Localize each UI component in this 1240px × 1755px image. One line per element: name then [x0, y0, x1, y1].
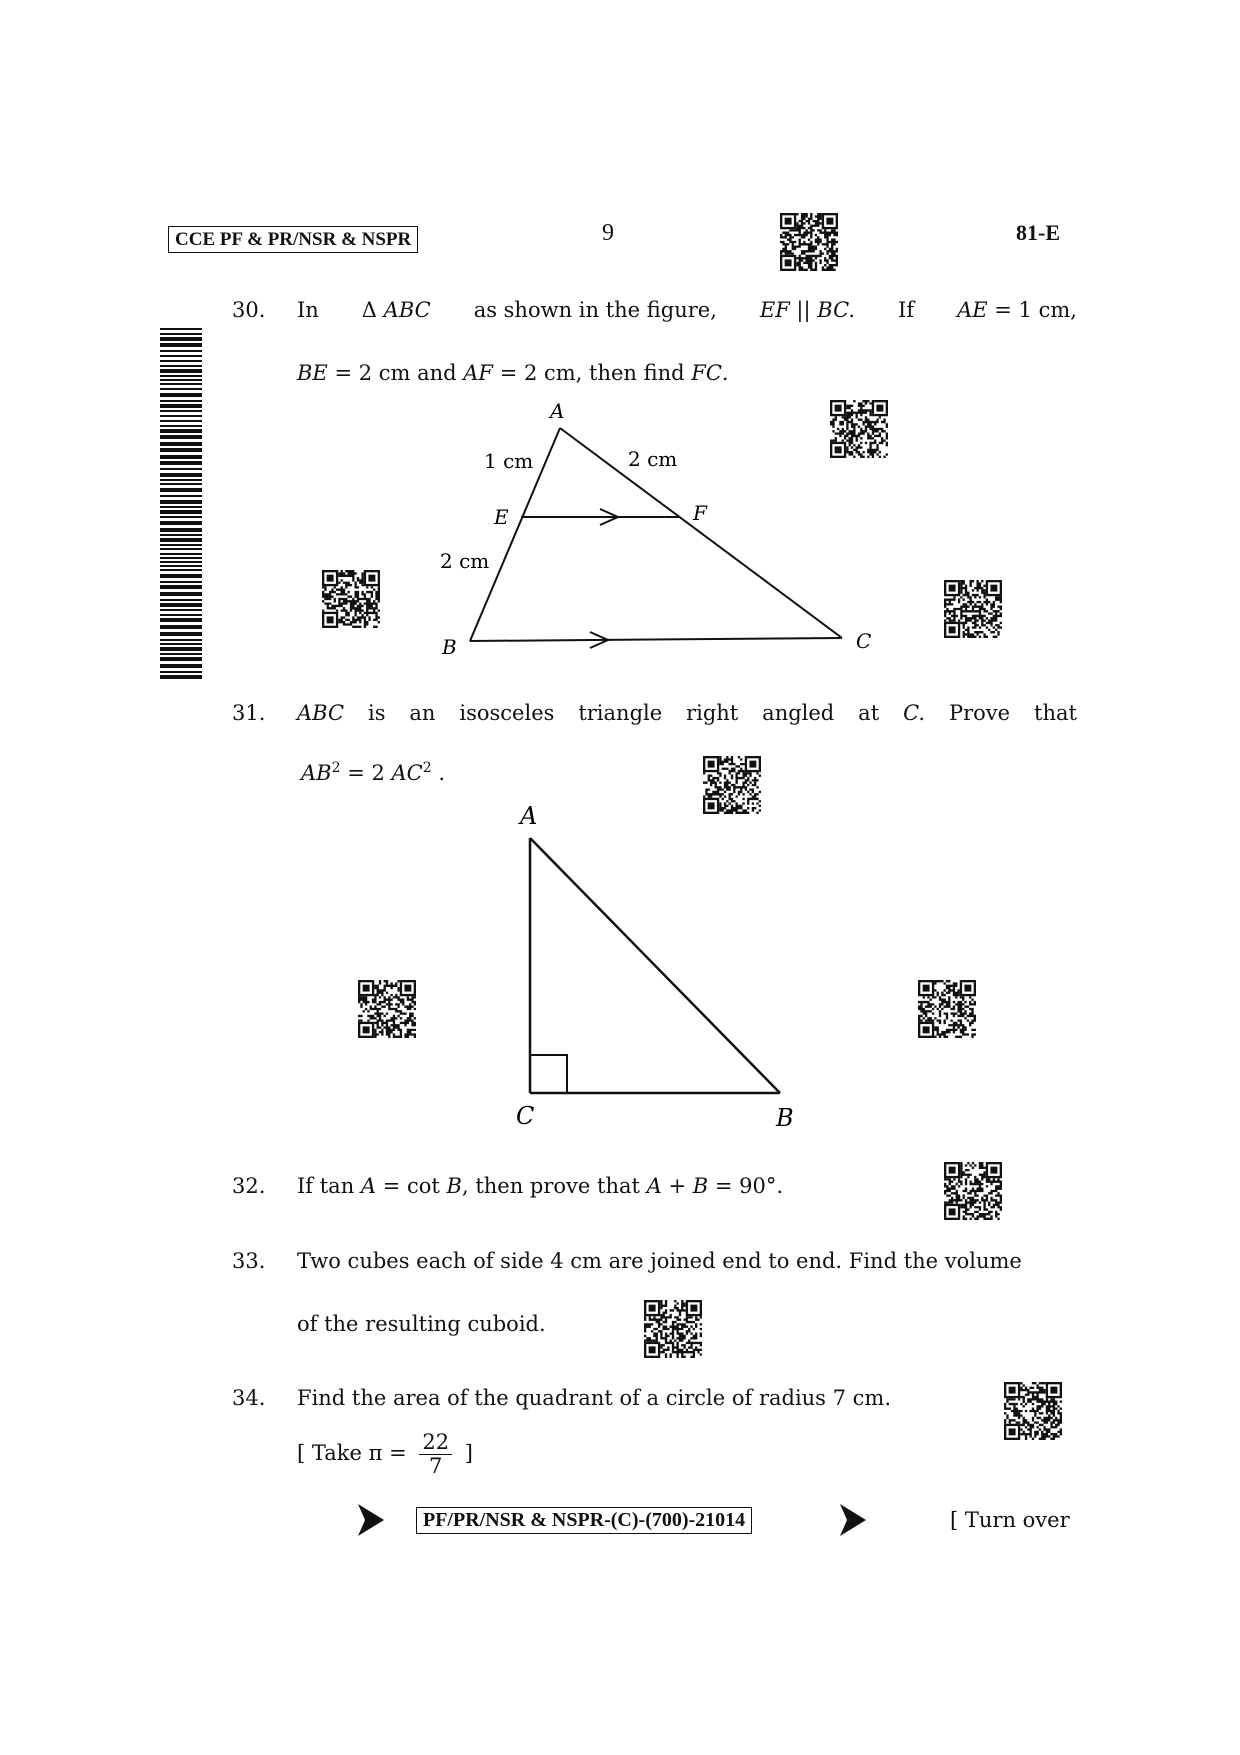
- right-angle-mark: [530, 1055, 567, 1093]
- question-33-line-2: of the resulting cuboid.: [297, 1312, 546, 1336]
- question-32-text: If tan A = cot B, then prove that A + B = 90°.: [297, 1174, 784, 1198]
- vertex-b-label: B: [442, 635, 457, 659]
- turn-over-note: [ Turn over: [950, 1508, 1070, 1532]
- question-31-line-1: ABC is an isosceles triangle right angled at C. Prove that: [297, 701, 1077, 725]
- paper-code: 81-E: [1016, 220, 1060, 245]
- vertex-e-label: E: [494, 505, 509, 529]
- course-code-box: CCE PF & PR/NSR & NSPR: [168, 226, 418, 253]
- vertex-c-label: C: [516, 1102, 535, 1130]
- qr-code-icon: [830, 400, 888, 458]
- q30-word: Δ ABC: [361, 298, 431, 322]
- pi-fraction: $\frac{22}{7}$: [419, 1431, 452, 1478]
- barcode-icon: [160, 328, 202, 684]
- vertex-c-label: C: [856, 629, 872, 653]
- question-33-number: 33.: [232, 1249, 266, 1273]
- question-34-line-1: Find the area of the quadrant of a circle of radius 7 cm.: [297, 1386, 892, 1410]
- question-33-line-1: Two cubes each of side 4 cm are joined end to end. Find the volume: [297, 1249, 1022, 1273]
- arrow-bc: [590, 632, 608, 648]
- qr-code-icon: [703, 756, 761, 814]
- question-30-number: 30.: [232, 298, 266, 322]
- qr-code-icon: [644, 1300, 702, 1358]
- qr-code-icon: [944, 580, 1002, 638]
- question-31-equation: $AB^2 = 2$ $AC^2$ .: [301, 760, 446, 785]
- arrow-ef: [600, 509, 618, 525]
- question-32-number: 32.: [232, 1174, 266, 1198]
- qr-code-icon: [322, 570, 380, 628]
- side-ab: [530, 838, 780, 1093]
- side-bc: [470, 638, 842, 641]
- arrow-pointer-icon: [838, 1502, 868, 1538]
- side-ac: [560, 428, 842, 638]
- length-eb-label: 2 cm: [440, 549, 490, 573]
- question-31-number: 31.: [232, 701, 266, 725]
- qr-code-icon: [918, 980, 976, 1038]
- vertex-f-label: F: [693, 501, 707, 525]
- vertex-b-label: B: [776, 1104, 794, 1132]
- vertex-a-label: A: [520, 802, 538, 830]
- length-af-label: 2 cm: [628, 447, 678, 471]
- q30-word: as shown in the figure,: [473, 298, 717, 322]
- question-30-line-2: BE = 2 cm and AF = 2 cm, then find FC.: [297, 361, 729, 385]
- qr-code-icon: [1004, 1382, 1062, 1440]
- question-30-line-1: [297, 298, 1077, 322]
- q30-word: If: [898, 298, 915, 322]
- qr-code-icon: [944, 1162, 1002, 1220]
- q30-word: In: [297, 298, 319, 322]
- qr-code-icon: [358, 980, 416, 1038]
- qr-code-icon: [780, 213, 838, 271]
- q30-word: AE = 1 cm,: [957, 298, 1077, 322]
- side-ab: [470, 428, 560, 641]
- footer-code-box: PF/PR/NSR & NSPR-(C)-(700)-21014: [416, 1507, 752, 1534]
- length-ae-label: 1 cm: [484, 449, 534, 473]
- page-number: 9: [602, 220, 614, 246]
- question-34-pi-note: [ Take π = $\frac{22}{7}$ ]: [297, 1430, 473, 1479]
- vertex-a-label: A: [550, 399, 565, 423]
- arrow-pointer-icon: [356, 1502, 386, 1538]
- q30-word: EF || BC.: [759, 298, 856, 322]
- question-34-number: 34.: [232, 1386, 266, 1410]
